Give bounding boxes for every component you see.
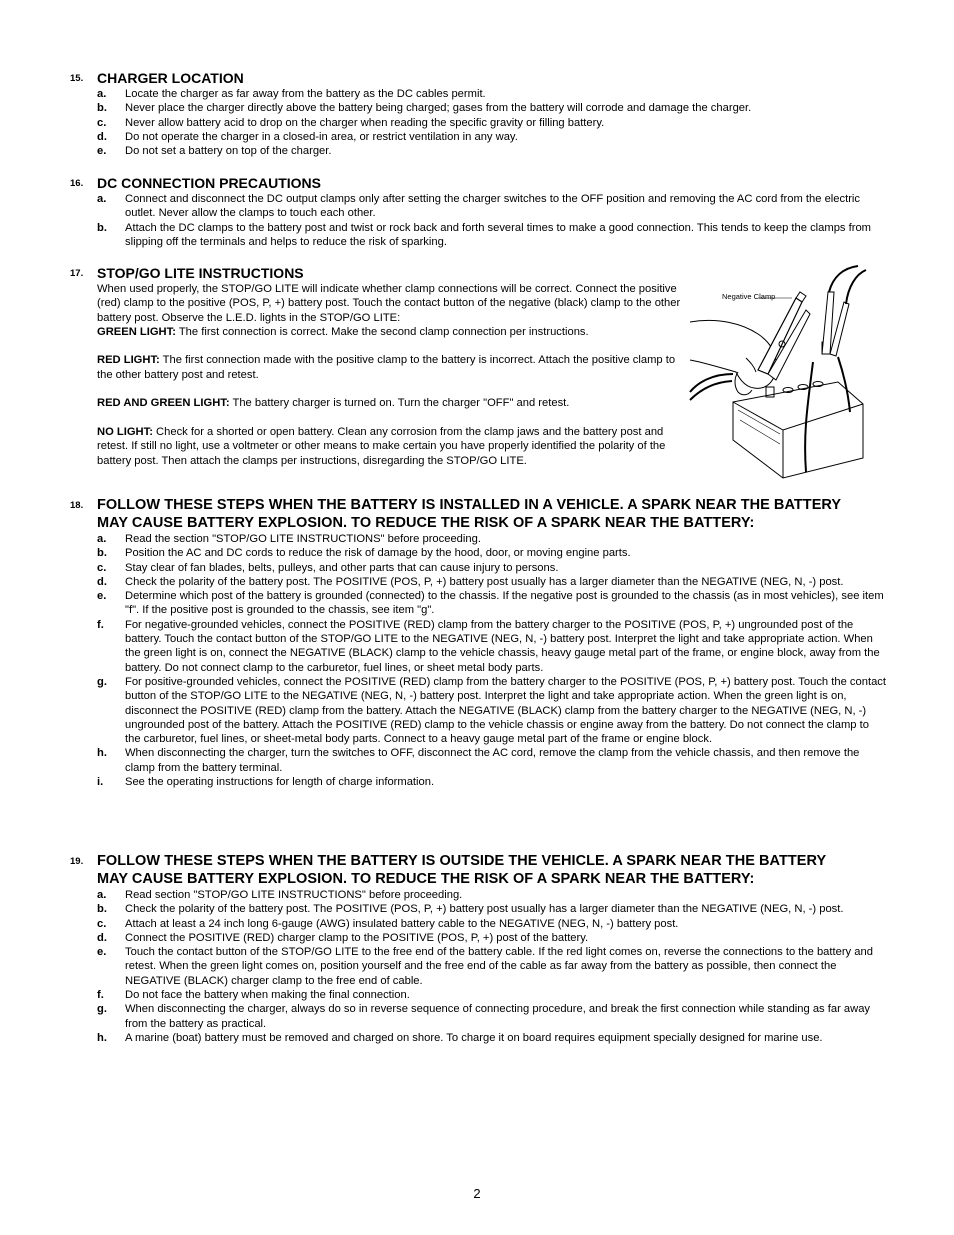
item-text: Stay clear of fan blades, belts, pulleys, and other parts that can cause injury to persons. [125,561,559,574]
item-list [97,192,886,249]
section-charger-location [70,69,886,158]
item-text: Attach at least a 24 inch long 6-gauge (AWG) insulated battery cable to the NEGATIVE (NEG, N, -) battery post. [125,917,679,930]
item-text: Connect the POSITIVE (RED) charger clamp to the POSITIVE (POS, P, +) post of the battery. [125,931,589,944]
battery-clamp-drawing [688,262,868,482]
item-text: Read the section "STOP/GO LITE INSTRUCTIONS" before proceeding. [125,533,481,545]
item-letter: a. [97,88,107,100]
item-letter: f. [97,989,104,1002]
item-letter: b. [97,221,107,234]
item-text: For positive-grounded vehicles, connect the POSITIVE (RED) clamp from the battery charger to the POSITIVE (POS, P, +) battery post. Touch the contact button of the STOP/GO LITE to the NEGATIVE (NEG, N, -) battery post. Interpret the light and take appropriate action. When the green light is on, disconnect the POSITIVE (RED) clamp from the battery. Attach the NEGATIVE (BLACK) clamp from the battery charger to the NEGATIVE (NEG, N, -) ungrounded post of the battery. Attach the POSITIVE (RED) clamp to the vehicle chassis or engine away from the battery. Do not connect the clamp to the carburetor, fuel lines, or sheet-metal body parts. Connect to a heavy gauge metal part of the frame or engine block. [125,675,886,746]
list-item [97,589,886,618]
green-light-text: The first connection is correct. Make the second clamp connection per instructions. [175,325,589,338]
section-battery-outside-vehicle [70,852,886,1045]
item-letter: e. [97,946,107,959]
section-title: FOLLOW THESE STEPS WHEN THE BATTERY IS OUTSIDE THE VEHICLE. A SPARK NEAR THE BATTERY MAY CAUSE BATTERY EXPLOSION. TO REDUCE THE RISK OF A SPARK NEAR THE BATTERY: [97,853,826,887]
red-light-label: RED LIGHT: [97,354,160,367]
intro-paragraph: When used properly, the STOP/GO LITE will indicate whether clamp connections will be correct. Connect the positive (red) clamp to the positive (POS, P, +) battery post. Touch the contact button of the negative (black) clamp to the other battery post. Observe the L.E.D. lights in the STOP/GO LITE: [97,283,681,324]
item-text: Never allow battery acid to drop on the charger when reading the specific gravity or filling battery. [125,116,605,129]
item-letter: c. [97,561,107,574]
item-letter: d. [97,575,107,588]
no-light-paragraph [97,425,682,468]
page-number: 2 [473,1186,481,1201]
red-light-text: The first connection made with the positive clamp to the battery is incorrect. Attach the positive clamp to the other battery post and retest. [97,354,676,381]
list-item [97,130,886,144]
red-green-light-text: The battery charger is turned on. Turn the charger "OFF" and retest. [229,397,570,410]
item-text: Read section "STOP/GO LITE INSTRUCTIONS" before proceeding. [125,889,463,901]
list-item [97,1002,886,1031]
list-item [97,746,886,775]
item-text: Check the polarity of the battery post. The POSITIVE (POS, P, +) battery post usually has a larger diameter than the NEGATIVE (NEG, N, -) post. [125,903,844,916]
item-text: Attach the DC clamps to the battery post and twist or rock back and forth several times to make a good connection. This tends to keep the clamps from slipping off the terminals and helps to reduce the risk of sparking. [125,221,871,248]
section-title: FOLLOW THESE STEPS WHEN THE BATTERY IS INSTALLED IN A VEHICLE. A SPARK NEAR THE BATTERY MAY CAUSE BATTERY EXPLOSION. TO REDUCE THE RISK OF A SPARK NEAR THE BATTERY: [97,497,841,531]
item-letter: e. [97,590,107,603]
section-title: DC CONNECTION PRECAUTIONS [97,175,322,191]
list-item [97,101,886,115]
red-green-light-paragraph [97,396,682,410]
item-text: Position the AC and DC cords to reduce the risk of damage by the hood, door, or moving engine parts. [125,547,631,560]
section-number: 18. [70,500,84,511]
list-item [97,917,886,931]
item-letter: c. [97,116,107,129]
list-item [97,575,886,589]
item-letter: h. [97,1031,107,1044]
list-item [97,931,886,945]
item-text: Touch the contact button of the STOP/GO LITE to the free end of the battery cable. If the red light comes on, reverse the connections to the battery and retest. When the green light comes on, position yourself and the free end of the cable as far away from the battery as possible, then connect the NEGATIVE (BLACK) charger clamp to the free end of cable. [125,946,873,987]
item-letter: f. [97,618,104,631]
green-light-label: GREEN LIGHT: [97,325,176,338]
item-text: A marine (boat) battery must be removed and charged on shore. To charge it on board requires equipment specially designed for marine use. [125,1031,823,1044]
item-letter: a. [97,533,107,545]
red-light-paragraph [97,353,682,382]
item-letter: e. [97,145,107,158]
section-number: 16. [70,178,84,189]
item-letter: d. [97,931,107,944]
section-number: 19. [70,856,84,867]
item-letter: g. [97,1003,107,1016]
item-text: Never place the charger directly above the battery being charged; gases from the battery will corrode and damage the charger. [125,102,752,115]
item-letter: b. [97,547,107,560]
item-text: When disconnecting the charger, always do so in reverse sequence of connecting procedure, and break the first connection while standing as far away from the battery as practical. [125,1003,871,1030]
item-text: Do not operate the charger in a closed-in area, or restrict ventilation in any way. [125,130,518,143]
section-title: STOP/GO LITE INSTRUCTIONS [97,265,304,281]
item-text: For negative-grounded vehicles, connect the POSITIVE (RED) clamp from the battery charger to the POSITIVE (POS, P, +) ungrounded post of the battery. Touch the contact button of the STOP/GO LITE to the NEGATIVE (NEG, N, -) battery post. Interpret the light and take appropriate action. When the green light is on, connect the NEGATIVE (BLACK) clamp to the vehicle chassis, heavy gauge metal part of the frame, or engine block, away from the battery. Do not connect clamp to the carburetor, fuel lines, or sheet metal body parts. [125,618,880,674]
list-item [97,888,886,902]
item-text: Check the polarity of the battery post. The POSITIVE (POS, P, +) battery post usually has a larger diameter than the NEGATIVE (NEG, N, -) post. [125,575,844,588]
list-item [97,116,886,130]
section-stop-go-lite [70,264,682,468]
item-letter: b. [97,102,107,115]
section-battery-in-vehicle [70,496,886,789]
list-item [97,221,886,250]
item-text: Locate the charger as far away from the battery as the DC cables permit. [125,88,486,100]
item-letter: c. [97,917,107,930]
item-letter: g. [97,675,107,688]
list-item [97,87,886,101]
list-item [97,945,886,988]
list-item [97,902,886,916]
item-text: See the operating instructions for length of charge information. [125,776,435,789]
list-item [97,192,886,221]
item-letter: a. [97,193,107,205]
section-title: CHARGER LOCATION [97,70,244,86]
figure-label: Negative Clamp [722,292,776,301]
list-item [97,1031,886,1045]
item-letter: i. [97,776,104,789]
list-item [97,675,886,746]
list-item [97,988,886,1002]
list-item [97,775,886,789]
item-text: Connect and disconnect the DC output clamps only after setting the charger switches to the OFF position and removing the AC cord from the electric outlet. Never allow the clamps to touch each other. [125,193,861,220]
item-list [97,888,886,1045]
item-text: Do not set a battery on top of the charger. [125,145,332,158]
list-item [97,561,886,575]
battery-clamp-illustration [688,262,868,482]
item-text: Do not face the battery when making the final connection. [125,989,410,1002]
item-list [97,532,886,789]
section-number: 15. [70,73,84,84]
list-item [97,532,886,546]
green-light-paragraph [97,325,682,339]
no-light-text: Check for a shorted or open battery. Clean any corrosion from the clamp jaws and the battery post and retest. If still no light, use a voltmeter or other means to make certain you have properly identified the polarity of the battery post. Then attach the clamps per instructions, disregarding the STOP/GO LITE. [97,425,666,467]
item-letter: b. [97,903,107,916]
list-item [97,618,886,675]
item-text: Determine which post of the battery is grounded (connected) to the chassis. If the negative post is grounded to the chassis (as in most vehicles), see item "f". If the positive post is grounded to the chassis, see item "g". [125,590,884,617]
red-green-light-label: RED AND GREEN LIGHT: [97,397,230,410]
list-item [97,144,886,158]
item-letter: a. [97,889,107,901]
section-dc-connection-precautions [70,174,886,249]
list-item [97,546,886,560]
item-text: When disconnecting the charger, turn the switches to OFF, disconnect the AC cord, remove the clamp from the vehicle chassis, and then remove the clamp from the battery terminal. [125,747,860,774]
section-number: 17. [70,268,84,279]
item-letter: h. [97,747,107,760]
no-light-label: NO LIGHT: [97,425,153,438]
item-letter: d. [97,130,107,143]
item-list [97,87,886,158]
